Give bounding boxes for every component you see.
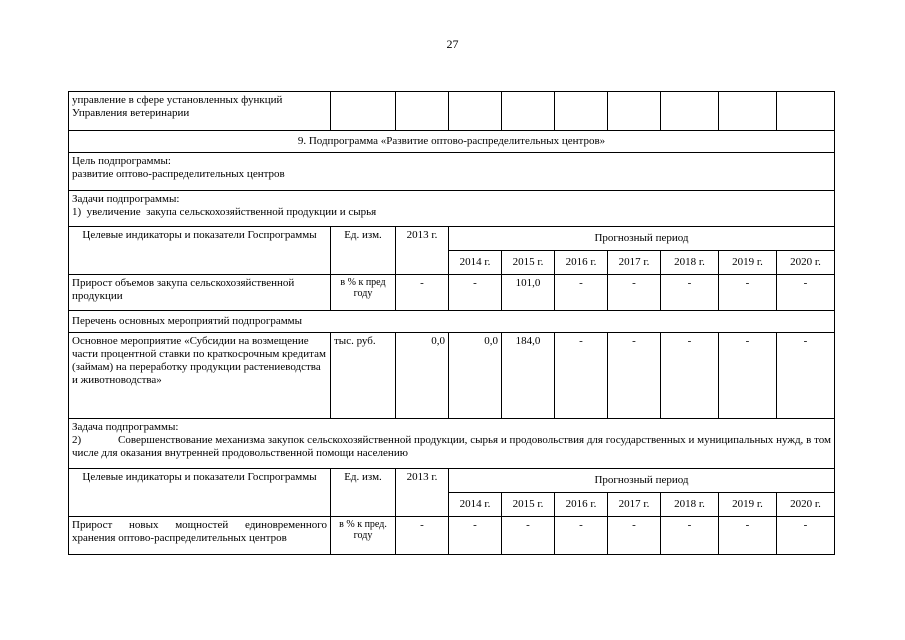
measure1-value: - (777, 333, 835, 419)
task2-cell (69, 419, 835, 469)
header-base-year: 2013 г. (396, 227, 449, 275)
measure1-unit: тыс. руб. (331, 333, 396, 419)
measure1-value: - (608, 333, 661, 419)
header-year: 2019 г. (719, 251, 777, 275)
header-year: 2019 г. (719, 493, 777, 517)
indicator2-value: - (396, 517, 449, 555)
task2-body (72, 434, 831, 460)
measure1-value: 0,0 (396, 333, 449, 419)
header-year: 2014 г. (449, 493, 502, 517)
indicator2-name: Прирост новых мощностей единовременного хранения оптово-распределительных центров (69, 517, 331, 555)
measure1-value: 184,0 (502, 333, 555, 419)
indicator1-value: - (396, 275, 449, 311)
task1-label: Задачи подпрограммы: (72, 193, 180, 205)
goal-label: Цель подпрограммы: (72, 155, 171, 167)
management-text: управление в сфере установленных функций Управления ветеринарии (69, 92, 331, 131)
header-unit: Ед. изм. (331, 469, 396, 517)
indicator1-value: - (608, 275, 661, 311)
indicator2-value: - (449, 517, 502, 555)
indicator1-value: - (777, 275, 835, 311)
header-forecast: Прогнозный период (449, 469, 835, 493)
indicator1-name: Прирост объемов закупа сельскохозяйственной продукции (69, 275, 331, 311)
subprogram-title: 9. Подпрограмма «Развитие оптово-распределительных центров» (69, 131, 835, 153)
header-forecast: Прогнозный период (449, 227, 835, 251)
task1-text: 1) увеличение закупа сельскохозяйственной продукции и сырья (72, 206, 377, 218)
task2-number: 2) (72, 434, 82, 446)
table-header-row2 (69, 469, 835, 493)
goal-cell (69, 153, 835, 191)
table-row-measures-title (69, 311, 835, 333)
indicator1-value: 101,0 (502, 275, 555, 311)
measure1-value: - (719, 333, 777, 419)
subprogram-table (68, 91, 835, 555)
measures-title: Перечень основных мероприятий подпрограммы (69, 311, 835, 333)
indicator1-value: - (449, 275, 502, 311)
header-year: 2015 г. (502, 251, 555, 275)
table-row-indicator2 (69, 517, 835, 555)
indicator2-value: - (777, 517, 835, 555)
header-year: 2014 г. (449, 251, 502, 275)
indicator2-unit: в % к пред. году (331, 517, 396, 555)
measure1-value: 0,0 (449, 333, 502, 419)
indicator1-unit: в % к пред году (331, 275, 396, 311)
task2-label: Задача подпрограммы: (72, 421, 179, 433)
table-row-subprogram-title (69, 131, 835, 153)
indicator2-value: - (661, 517, 719, 555)
header-year: 2020 г. (777, 493, 835, 517)
header-year: 2015 г. (502, 493, 555, 517)
indicator1-value: - (661, 275, 719, 311)
table-row-task2 (69, 419, 835, 469)
indicator2-value: - (502, 517, 555, 555)
table-header-row1 (69, 227, 835, 251)
task2-text: Совершенствование механизма закупок сельскохозяйственной продукции, сырья и продовольствия для государственных и муниципальных нужд, в том числе для оказания внутренней продовольственной помощи населению (72, 434, 831, 459)
header-year: 2018 г. (661, 493, 719, 517)
header-year: 2016 г. (555, 493, 608, 517)
indicator1-value: - (555, 275, 608, 311)
page-number: 27 (446, 37, 459, 51)
indicator2-value: - (608, 517, 661, 555)
table-row-task1 (69, 191, 835, 227)
task1-cell (69, 191, 835, 227)
table-row-goal (69, 153, 835, 191)
header-year: 2017 г. (608, 493, 661, 517)
table-row-measure1 (69, 333, 835, 419)
measure1-name: Основное мероприятие «Субсидии на возмещение части процентной ставки по краткосрочным кредитам (займам) на переработку продукции растениеводства и животноводства» (69, 333, 331, 419)
header-year: 2017 г. (608, 251, 661, 275)
header-unit: Ед. изм. (331, 227, 396, 275)
table-row-indicator1 (69, 275, 835, 311)
measure1-value: - (661, 333, 719, 419)
header-indicators: Целевые индикаторы и показатели Госпрограммы (69, 227, 331, 275)
measure1-value: - (555, 333, 608, 419)
header-year: 2016 г. (555, 251, 608, 275)
indicator2-value: - (555, 517, 608, 555)
header-year: 2020 г. (777, 251, 835, 275)
table-row-management (69, 92, 835, 131)
goal-text: развитие оптово-распределительных центров (72, 168, 285, 180)
indicator1-value: - (719, 275, 777, 311)
header-indicators: Целевые индикаторы и показатели Госпрограммы (69, 469, 331, 517)
header-year: 2018 г. (661, 251, 719, 275)
header-base-year: 2013 г. (396, 469, 449, 517)
indicator2-value: - (719, 517, 777, 555)
